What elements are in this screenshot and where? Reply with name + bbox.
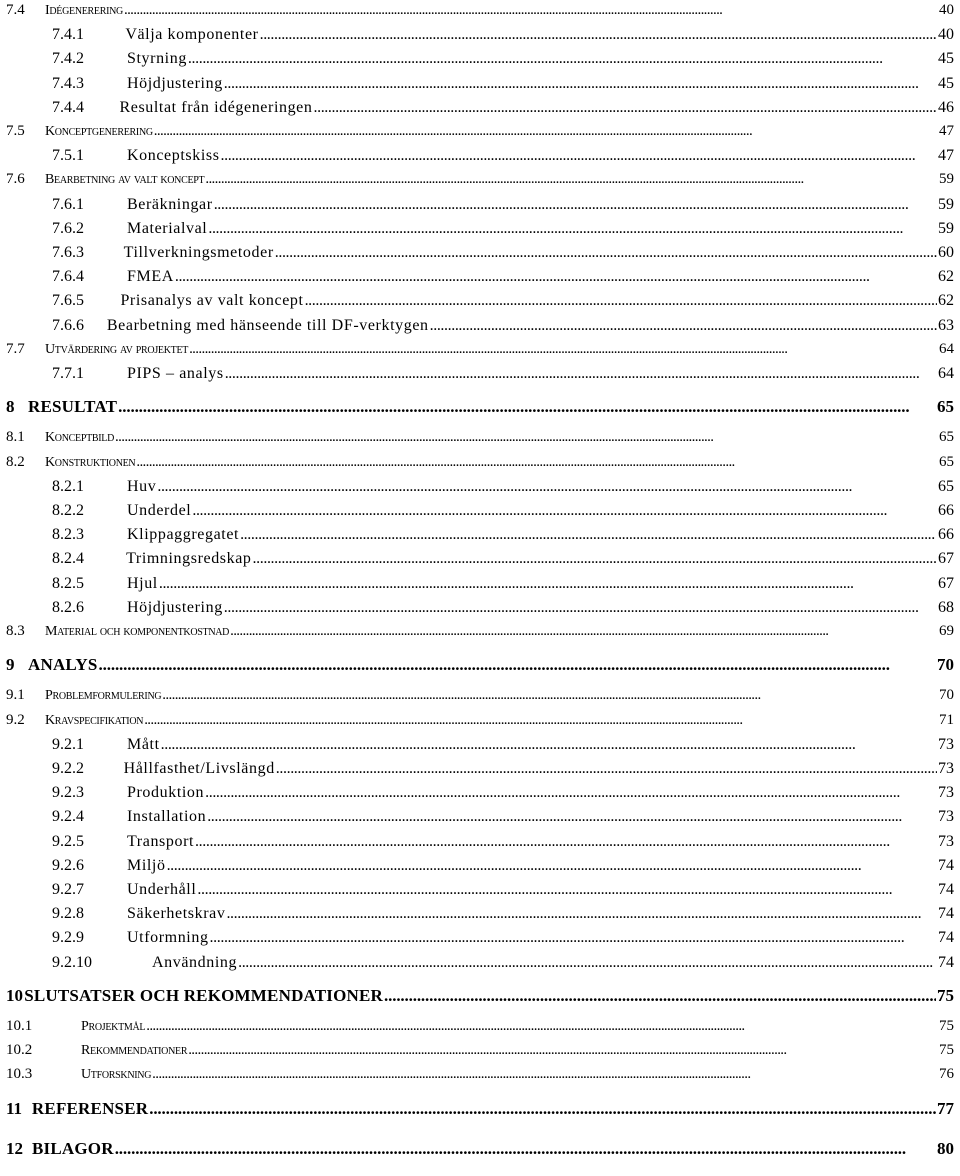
toc-entry[interactable]	[52, 50, 954, 72]
toc-entry-number: 10	[6, 985, 23, 1005]
toc-dot-leader	[305, 292, 937, 310]
toc-entry-title: Produktion	[127, 784, 205, 802]
toc-entry-page: 75	[939, 1042, 954, 1059]
toc-entry[interactable]	[6, 712, 954, 734]
toc-dot-leader	[188, 1042, 938, 1059]
toc-dot-leader	[188, 50, 937, 68]
toc-entry[interactable]	[52, 808, 954, 830]
toc-dot-leader	[205, 784, 937, 802]
toc-entry-number: 9.2.8	[52, 905, 84, 923]
toc-dot-leader	[226, 905, 937, 923]
toc-entry-title: Projektmål	[81, 1019, 146, 1034]
toc-entry-number: 7.4.3	[52, 74, 84, 92]
toc-entry[interactable]	[6, 623, 954, 645]
toc-entry[interactable]	[52, 317, 954, 339]
toc-entry-title: REFERENSER	[31, 1098, 149, 1118]
toc-entry-number: 9.2.3	[52, 784, 84, 802]
toc-entry[interactable]	[52, 881, 954, 903]
toc-dot-leader	[162, 687, 938, 704]
toc-entry-title: Transport	[127, 832, 195, 850]
toc-dot-leader	[152, 1066, 938, 1083]
toc-dot-leader	[192, 502, 937, 520]
toc-entry[interactable]	[52, 599, 954, 621]
toc-entry-title: Utformning	[127, 929, 209, 947]
toc-dot-leader	[224, 599, 937, 617]
toc-entry-title: ANALYS	[28, 655, 98, 675]
toc-entry[interactable]	[52, 760, 954, 782]
toc-dot-leader	[240, 526, 937, 544]
toc-entry-title: Utvärdering av projektet	[45, 341, 189, 357]
toc-entry-title: Bearbetning med hänseende till DF-verktygen	[106, 316, 429, 334]
toc-entry-title: Tillverkningsmetoder	[123, 244, 274, 261]
toc-entry-title: Mått	[127, 735, 160, 753]
toc-entry-number: 8	[6, 397, 15, 417]
toc-entry[interactable]	[6, 986, 954, 1008]
toc-entry-title: Utforskning	[81, 1067, 152, 1083]
toc-entry-title: Styrning	[127, 50, 187, 68]
toc-dot-leader	[189, 341, 938, 358]
toc-entry-number: 10.3	[6, 1066, 33, 1083]
toc-entry-page: 76	[939, 1066, 954, 1083]
toc-dot-leader	[214, 196, 937, 214]
toc-entry-page: 60	[938, 244, 954, 261]
toc-entry-title: Beräkningar	[127, 195, 213, 213]
toc-entry-number: 9.2.1	[52, 735, 84, 753]
toc-entry[interactable]	[6, 1042, 954, 1064]
toc-entry-page: 62	[938, 268, 954, 286]
toc-dot-leader	[99, 655, 936, 675]
toc-entry-number: 12	[6, 1138, 23, 1158]
toc-dot-leader	[207, 808, 937, 826]
toc-dot-leader	[146, 1018, 938, 1035]
toc-entry-number: 9.2.6	[52, 856, 84, 874]
toc-entry-title: Användning	[152, 953, 238, 971]
toc-dot-leader	[154, 123, 938, 140]
toc-entry-page: 70	[937, 655, 954, 675]
toc-entry-number: 8.2.1	[52, 477, 84, 495]
toc-entry[interactable]	[52, 736, 954, 758]
toc-entry[interactable]	[52, 147, 954, 169]
toc-entry-title: FMEA	[127, 268, 174, 286]
toc-entry-title: Underdel	[127, 502, 192, 519]
toc-entry[interactable]	[52, 220, 954, 242]
toc-entry-number: 7.7	[6, 340, 25, 357]
toc-entry-page: 64	[938, 365, 954, 382]
toc-entry[interactable]	[52, 833, 954, 855]
toc-entry-title: Hållfasthet/Livslängd	[123, 760, 275, 777]
toc-entry-page: 63	[938, 316, 954, 334]
toc-entry-number: 8.2.5	[52, 574, 84, 592]
toc-entry[interactable]	[52, 244, 954, 266]
toc-entry-page: 77	[937, 1098, 954, 1118]
toc-entry-title: Konceptbild	[45, 430, 115, 446]
toc-dot-leader	[221, 147, 937, 165]
toc-entry-page: 71	[939, 711, 954, 728]
toc-dot-leader	[260, 26, 937, 44]
toc-dot-leader	[205, 171, 938, 188]
toc-entry-page: 65	[939, 453, 954, 470]
toc-entry-page: 45	[938, 50, 954, 68]
toc-entry-page: 46	[938, 98, 954, 116]
toc-entry-title: Materialval	[127, 219, 208, 237]
toc-entry-page: 74	[938, 929, 954, 947]
toc-entry-page: 70	[939, 687, 954, 704]
toc-dot-leader	[144, 712, 938, 729]
toc-entry-number: 10.2	[6, 1042, 33, 1059]
toc-dot-leader	[175, 268, 937, 286]
toc-entry-title: Höjdjustering	[127, 74, 223, 92]
toc-entry-number: 7.6.2	[52, 219, 84, 237]
toc-dot-leader	[115, 429, 938, 446]
toc-entry-number: 9.1	[6, 687, 25, 704]
toc-entry[interactable]	[6, 1018, 954, 1040]
toc-entry-page: 67	[938, 574, 954, 592]
toc-entry-title: Resultat från idégeneringen	[119, 98, 313, 116]
toc-entry-number: 7.6.1	[52, 195, 84, 213]
toc-entry-page: 59	[938, 195, 954, 213]
toc-entry-page: 67	[938, 550, 954, 568]
toc-entry[interactable]	[6, 397, 954, 419]
toc-entry-number: 9.2.9	[52, 929, 84, 947]
toc-entry-number: 8.2.3	[52, 526, 84, 544]
toc-entry-page: 66	[938, 526, 954, 544]
toc-entry-page: 47	[938, 147, 954, 165]
toc-entry[interactable]	[6, 123, 954, 145]
toc-entry-page: 40	[938, 26, 954, 44]
toc-entry-number: 7.5.1	[52, 147, 84, 165]
toc-entry-number: 9.2.10	[52, 953, 92, 971]
toc-dot-leader	[238, 954, 937, 972]
toc-entry-title: Prisanalys av valt koncept	[120, 292, 304, 310]
toc-entry[interactable]	[52, 99, 954, 121]
toc-entry[interactable]	[52, 268, 954, 290]
toc-entry-page: 65	[937, 397, 954, 417]
toc-entry-title: Idégenerering	[45, 3, 123, 18]
toc-dot-leader	[124, 2, 938, 19]
toc-entry-title: PIPS – analys	[127, 365, 224, 382]
toc-entry-number: 7.6.6	[52, 316, 84, 334]
toc-entry-title: Trimningsredskap	[126, 550, 252, 568]
toc-entry-number: 9	[6, 655, 15, 675]
toc-dot-leader	[225, 365, 937, 383]
toc-entry-number: 7.5	[6, 123, 25, 139]
toc-entry[interactable]	[52, 478, 954, 500]
toc-entry[interactable]	[52, 196, 954, 218]
toc-entry[interactable]	[52, 784, 954, 806]
toc-entry-title: Huv	[127, 477, 157, 495]
toc-dot-leader	[430, 317, 937, 335]
toc-entry-number: 8.2.6	[52, 598, 84, 616]
toc-entry-page: 47	[939, 123, 954, 139]
toc-entry[interactable]	[52, 575, 954, 597]
toc-entry-title: Problemformulering	[45, 688, 162, 704]
toc-entry-title: Säkerhetskrav	[127, 905, 226, 923]
toc-entry-number: 9.2.2	[52, 760, 84, 777]
toc-entry-page: 65	[939, 429, 954, 446]
toc-entry-page: 73	[938, 832, 954, 850]
toc-entry-title: Material och komponentkostnad	[45, 624, 230, 639]
toc-entry-number: 7.7.1	[52, 365, 84, 382]
toc-entry[interactable]	[52, 365, 954, 387]
toc-dot-leader	[161, 736, 937, 754]
toc-entry-title: Bearbetning av valt koncept	[45, 172, 205, 188]
toc-entry-title: Konceptgenerering	[45, 124, 153, 139]
toc-entry[interactable]	[52, 292, 954, 314]
toc-entry-page: 69	[939, 623, 954, 639]
toc-entry-number: 7.4.1	[52, 26, 84, 44]
toc-entry[interactable]	[52, 857, 954, 879]
toc-dot-leader	[157, 478, 937, 496]
toc-entry[interactable]	[6, 341, 954, 363]
toc-entry[interactable]	[6, 1139, 954, 1161]
toc-entry-page: 80	[937, 1138, 954, 1158]
toc-dot-leader	[384, 986, 936, 1006]
toc-entry-title: Klippaggregatet	[127, 526, 240, 544]
toc-dot-leader	[149, 1099, 936, 1119]
toc-entry-page: 73	[938, 735, 954, 753]
toc-entry-title: Höjdjustering	[127, 598, 223, 616]
toc-entry-number: 7.6	[6, 171, 25, 188]
toc-entry[interactable]	[6, 429, 954, 451]
toc-entry-number: 10.1	[6, 1018, 33, 1034]
toc-dot-leader	[224, 75, 937, 93]
toc-dot-leader	[314, 99, 938, 117]
toc-entry-page: 73	[938, 784, 954, 802]
toc-entry-number: 9.2.7	[52, 881, 84, 898]
toc-entry-page: 59	[939, 171, 954, 188]
toc-dot-leader	[118, 397, 936, 417]
toc-entry[interactable]	[6, 687, 954, 709]
toc-dot-leader	[275, 244, 937, 262]
toc-dot-leader	[210, 929, 937, 947]
toc-entry-page: 74	[938, 881, 954, 898]
toc-entry-page: 40	[939, 2, 954, 18]
toc-entry[interactable]	[52, 905, 954, 927]
toc-entry-number: 7.6.4	[52, 268, 84, 286]
toc-entry-number: 9.2.5	[52, 832, 84, 850]
toc-entry-title: Rekommendationer	[81, 1043, 188, 1059]
toc-dot-leader	[167, 857, 937, 875]
toc-entry-title: Hjul	[127, 574, 158, 592]
toc-entry-title: Konstruktionen	[45, 454, 136, 470]
toc-dot-leader	[159, 575, 937, 593]
toc-entry-number: 7.6.3	[52, 244, 84, 261]
toc-dot-leader	[253, 550, 937, 568]
toc-dot-leader	[115, 1139, 936, 1159]
toc-entry[interactable]	[52, 954, 954, 976]
toc-entry[interactable]	[52, 26, 954, 48]
toc-entry[interactable]	[52, 526, 954, 548]
toc-entry-number: 11	[6, 1098, 23, 1118]
toc-dot-leader	[197, 881, 937, 899]
toc-entry-page: 74	[938, 905, 954, 923]
toc-entry-number: 8.2.4	[52, 550, 84, 568]
toc-entry-title: BILAGOR	[32, 1138, 114, 1158]
toc-entry-page: 68	[938, 598, 954, 616]
toc-entry-number: 8.2.2	[52, 502, 84, 519]
toc-entry[interactable]	[52, 550, 954, 572]
toc-entry-title: Välja komponenter	[125, 26, 259, 44]
toc-entry-page: 74	[938, 856, 954, 874]
toc-entry-title: SLUTSATSER OCH REKOMMENDATIONER	[24, 985, 384, 1005]
toc-entry-title: Installation	[127, 808, 207, 826]
toc-entry-title: Kravspecifikation	[45, 712, 144, 728]
toc-entry[interactable]	[52, 75, 954, 97]
toc-entry-number: 7.4	[6, 2, 25, 18]
toc-entry-page: 45	[938, 74, 954, 92]
toc-entry-page: 65	[938, 477, 954, 495]
toc-entry-number: 7.4.4	[52, 98, 84, 116]
toc-entry-title: RESULTAT	[28, 397, 118, 417]
toc-entry-number: 9.2	[6, 711, 25, 728]
toc-entry[interactable]	[52, 929, 954, 951]
toc-entry[interactable]	[6, 655, 954, 677]
toc-entry[interactable]	[6, 1066, 954, 1088]
toc-entry-number: 8.3	[6, 623, 25, 639]
toc-entry[interactable]	[6, 2, 954, 24]
toc-entry-page: 64	[939, 340, 954, 357]
toc-entry[interactable]	[6, 171, 954, 193]
toc-entry-number: 7.6.5	[52, 292, 84, 310]
toc-entry-page: 75	[939, 1018, 954, 1034]
toc-entry-title: Underhåll	[127, 881, 197, 898]
toc-entry-number: 9.2.4	[52, 808, 84, 826]
toc-dot-leader	[276, 760, 937, 778]
toc-entry[interactable]	[52, 502, 954, 524]
toc-entry-number: 7.4.2	[52, 50, 84, 68]
toc-dot-leader	[230, 623, 938, 640]
toc-entry-page: 74	[938, 953, 954, 971]
toc-entry-page: 66	[938, 502, 954, 519]
toc-dot-leader	[195, 833, 937, 851]
toc-entry-page: 62	[938, 292, 954, 310]
toc-entry-number: 8.2	[6, 453, 25, 470]
toc-entry-page: 73	[938, 808, 954, 826]
toc-dot-leader	[136, 454, 938, 471]
toc-entry[interactable]	[6, 1099, 954, 1121]
toc-entry-title: Konceptskiss	[127, 147, 220, 165]
toc-entry-title: Miljö	[127, 856, 166, 874]
toc-entry-number: 8.1	[6, 429, 25, 446]
toc-entry[interactable]	[6, 454, 954, 476]
toc-entry-page: 75	[937, 985, 954, 1005]
toc-dot-leader	[208, 220, 937, 238]
toc-entry-page: 59	[938, 219, 954, 237]
toc-entry-page: 73	[938, 760, 954, 777]
